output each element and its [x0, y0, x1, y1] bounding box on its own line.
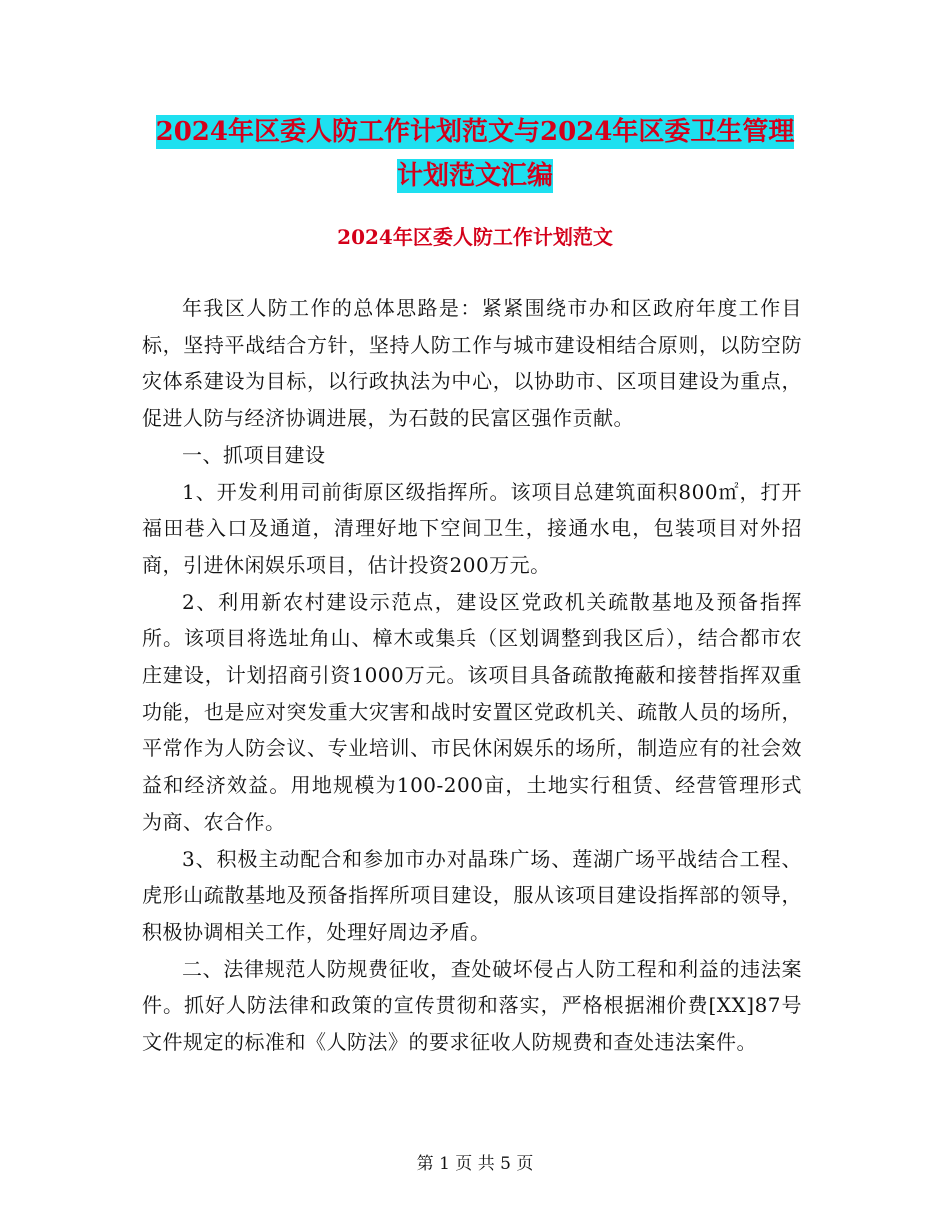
- page-footer: 第 1 页 共 5 页: [416, 1154, 534, 1174]
- document-body: [142, 290, 802, 1061]
- paragraph: 2、利用新农村建设示范点，建设区党政机关疏散基地及预备指挥所。该项目将选址角山、樟木或集兵（区划调整到我区后），结合都市农庄建设，计划招商引资1000万元。该项目具备疏散掩蔽和接替指挥双重功能，也是应对突发重大灾害和战时安置区党政机关、疏散人员的场所，平常作为人防会议、专业培训、市民休闲娱乐的场所，制造应有的社会效益和经济效益。用地规模为100-200亩，土地实行租赁、经营管理形式为商、农合作。: [142, 589, 802, 834]
- document-title: [0, 110, 950, 198]
- paragraph: 二、法律规范人防规费征收，查处破坏侵占人防工程和利益的违法案件。抓好人防法律和政策的宣传贯彻和落实，严格根据湘价费[XX]87号文件规定的标准和《人防法》的要求征收人防规费和查处违法案件。: [142, 956, 802, 1055]
- paragraph: 年我区人防工作的总体思路是：紧紧围绕市办和区政府年度工作目标，坚持平战结合方针，坚持人防工作与城市建设相结合原则，以防空防灾体系建设为目标，以行政执法为中心，以协助市、区项目建设为重点，促进人防与经济协调进展，为石鼓的民富区强作贡献。: [142, 296, 802, 431]
- document-title-line-1: 2024年区委人防工作计划范文与2024年区委卫生管理: [155, 117, 795, 147]
- section-title: 2024年区委人防工作计划范文: [337, 225, 613, 249]
- paragraph: 一、抓项目建设: [182, 442, 326, 467]
- document-title-line-2: 计划范文汇编: [396, 161, 553, 191]
- paragraph: 1、开发利用司前街原区级指挥所。该项目总建筑面积800㎡，打开福田巷入口及通道，清理好地下空间卫生，接通水电，包装项目对外招商，引进休闲娱乐项目，估计投资200万元。: [142, 479, 802, 577]
- paragraph: 3、积极主动配合和参加市办对晶珠广场、莲湖广场平战结合工程、虎形山疏散基地及预备指挥所项目建设，服从该项目建设指挥部的领导，积极协调相关工作，处理好周边矛盾。: [142, 846, 802, 944]
